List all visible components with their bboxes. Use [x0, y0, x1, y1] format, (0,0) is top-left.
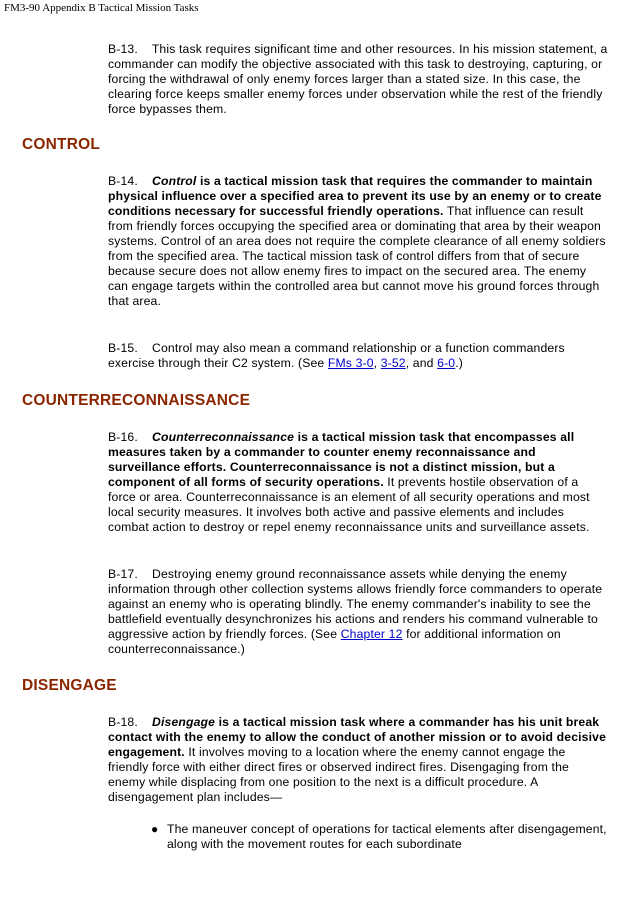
paragraph-number: B-14.	[108, 174, 138, 188]
separator: ,	[373, 356, 381, 370]
paragraph-b18	[108, 715, 608, 805]
definition-text: is a tactical mission task that encompasses all measures taken by a commander to counter enemy reconnaissance and surveillance efforts. Counterreconnaissance is not a distinct mission, but a component of all forms of security operations.	[108, 430, 575, 489]
paragraph-number: B-13.	[108, 42, 138, 56]
paragraph-number: B-17.	[108, 567, 138, 581]
paragraph-b13	[108, 42, 608, 117]
separator: , and	[405, 356, 438, 370]
paragraph-number: B-16.	[108, 430, 138, 444]
paragraph-text: Control may also mean a command relationship or a function commanders exercise through their C2 system. (See	[108, 341, 565, 370]
list-item	[148, 822, 613, 852]
defined-term: Disengage	[152, 715, 216, 729]
defined-term: Counterreconnaissance	[152, 430, 295, 444]
link-fm-3-52[interactable]: 3-52	[380, 356, 406, 370]
link-fm-6-0[interactable]: 6-0	[437, 356, 456, 370]
disengagement-plan-list	[148, 822, 613, 852]
paragraph-b17	[108, 567, 608, 657]
running-header: FM3-90 Appendix B Tactical Mission Tasks	[4, 2, 199, 14]
paragraph-number: B-15.	[108, 341, 138, 355]
definition-text: is a tactical mission task that requires the commander to maintain physical influence over a specified area to prevent its use by an enemy or to create conditions necessary for successful friendly operations.	[108, 174, 602, 218]
paragraph-text-end: for additional information on counterreconnaissance.)	[108, 627, 561, 656]
section-heading-counterreconnaissance: COUNTERRECONNAISSANCE	[22, 392, 251, 409]
paragraph-text-end: .)	[455, 356, 463, 370]
paragraph-b16	[108, 430, 608, 535]
paragraph-text: This task requires significant time and other resources. In his mission statement, a commander can modify the objective associated with this task to destroying, capturing, or forcing the withdrawal of only enemy forces larger than a stated size. In this case, the clearing force keeps smaller enemy forces under observation while the rest of the friendly force bypasses them.	[108, 42, 608, 116]
paragraph-number: B-18.	[108, 715, 138, 729]
section-heading-control: CONTROL	[22, 136, 101, 153]
paragraph-b15	[108, 341, 608, 371]
paragraph-text: That influence can result from friendly forces occupying the specified area or dominating that area by their weapon systems. Control of an area does not require the complete clearance of all enemy soldiers from the specified area. The tactical mission task of control differs from that of secure because secure does not allow enemy fires to impact on the secured area. The enemy can engage targets within the controlled area but cannot move his ground forces through that area.	[108, 204, 606, 308]
paragraph-b14	[108, 174, 608, 309]
paragraph-text: It prevents hostile observation of a force or area. Counterreconnaissance is an element of all security operations and most local security measures. It involves both active and passive elements and includes combat action to destroy or repel enemy reconnaissance units and surveillance assets.	[108, 475, 590, 534]
definition-text: is a tactical mission task where a commander has his unit break contact with the enemy to allow the conduct of another mission or to avoid decisive engagement.	[108, 715, 606, 759]
link-fm-3-0[interactable]: FMs 3-0	[327, 356, 374, 370]
paragraph-text: It involves moving to a location where the enemy cannot engage the friendly force with either direct fires or observed indirect fires. Disengaging from the enemy while displacing from one position to the next is a difficult procedure. A disengagement plan includes—	[108, 745, 569, 804]
defined-term: Control	[152, 174, 197, 188]
link-chapter-12[interactable]: Chapter 12	[340, 627, 403, 641]
paragraph-text: Destroying enemy ground reconnaissance assets while denying the enemy information through other collection systems allows friendly force commanders to operate against an enemy who is operating blindly. The enemy commander's inability to see the battlefield eventually desynchronizes his actions and renders his command vulnerable to aggressive action by friendly forces. (See	[108, 567, 603, 641]
list-item-text: The maneuver concept of operations for tactical elements after disengagement, along with the movement routes for each subordinate	[167, 822, 607, 851]
section-heading-disengage: DISENGAGE	[22, 677, 117, 694]
bullet-icon: ●	[151, 822, 159, 836]
